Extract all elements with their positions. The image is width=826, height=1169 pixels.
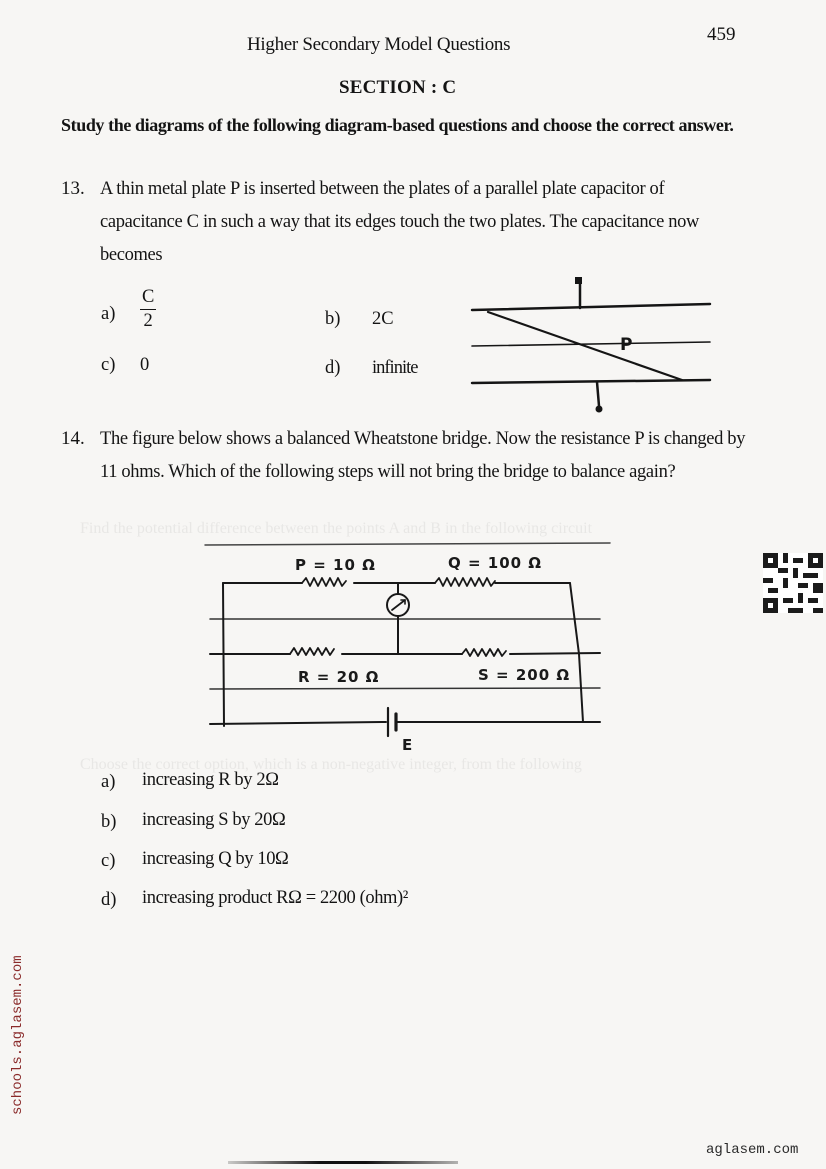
question-13-text: A thin metal plate P is inserted between the plates of a parallel plate capacitor of capacitance C in such a way that its edges touch the two plates. The capacitance now becomes <box>100 179 700 265</box>
q14-option-a-label: a) <box>101 772 116 792</box>
q14-option-c-value: increasing Q by 10Ω <box>142 849 289 869</box>
label-q: Q = 100 Ω <box>448 554 543 572</box>
label-s: S = 200 Ω <box>478 666 571 684</box>
plate-label-p: P <box>620 335 633 355</box>
q14-option-d-label: d) <box>101 890 117 910</box>
label-e: E <box>402 736 414 754</box>
q14-option-a-value: increasing R by 2Ω <box>142 770 279 790</box>
bottom-rule <box>228 1161 458 1164</box>
fraction-numerator: C <box>140 288 156 310</box>
q14-option-d-value: increasing product RΩ = 2200 (ohm)² <box>142 888 408 908</box>
question-14-text: The figure below shows a balanced Wheatstone bridge. Now the resistance P is changed by 11 ohms. Which of the following steps will not bring the bridge to balance again? <box>100 429 746 482</box>
q13-option-d-value: infinite <box>372 358 418 378</box>
q14-option-b-label: b) <box>101 812 117 832</box>
q13-option-c-label: c) <box>101 355 116 375</box>
side-watermark: schools.aglasem.com <box>10 955 26 1115</box>
q13-option-a-value <box>140 287 156 330</box>
question-14-number: 14. <box>61 428 85 449</box>
q14-option-c-label: c) <box>101 851 116 871</box>
q13-option-c-value: 0 <box>140 355 150 375</box>
label-r: R = 20 Ω <box>298 668 380 686</box>
fraction-denominator: 2 <box>143 310 153 331</box>
page-number: 459 <box>707 24 736 45</box>
q13-option-b-value: 2C <box>372 309 394 329</box>
label-p: P = 10 Ω <box>295 556 376 574</box>
question-13-number: 13. <box>61 178 85 199</box>
section-instructions: Study the diagrams of the following diagram-based questions and choose the correct answer. <box>61 115 734 135</box>
qr-code-icon <box>763 553 823 613</box>
section-title: SECTION : C <box>339 77 457 98</box>
q13-option-a-label: a) <box>101 304 116 324</box>
bottom-watermark: aglasem.com <box>706 1142 799 1158</box>
bleed-through-text: Choose the correct option, which is a non-negative integer, from the following <box>80 756 582 773</box>
q13-option-b-label: b) <box>325 309 341 329</box>
wheatstone-bridge-diagram <box>190 540 620 760</box>
capacitor-diagram <box>460 270 730 420</box>
q14-option-b-value: increasing S by 20Ω <box>142 810 286 830</box>
running-title: Higher Secondary Model Questions <box>247 34 511 55</box>
bleed-through-text: Find the potential difference between the points A and B in the following circuit <box>80 520 593 537</box>
q13-option-d-label: d) <box>325 358 341 378</box>
